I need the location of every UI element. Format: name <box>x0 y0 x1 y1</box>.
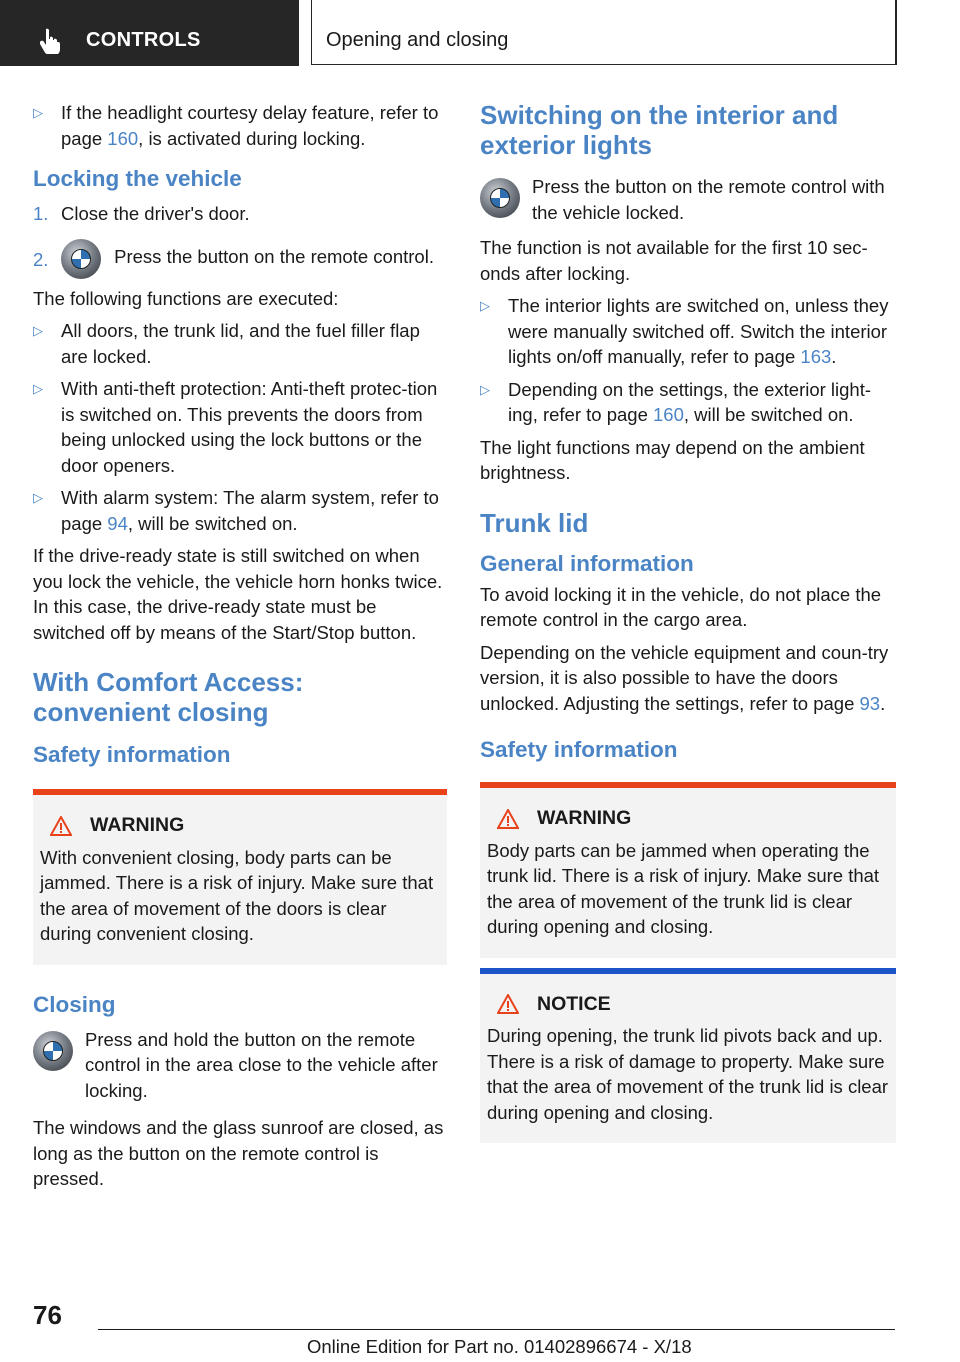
step-number: 1. <box>33 203 49 224</box>
page-number: 76 <box>33 1300 62 1330</box>
list-item <box>480 377 896 428</box>
warning-triangle-icon <box>497 994 519 1014</box>
bullet-text: Depending on the settings, the exterior light‐ing, refer to page <box>508 378 872 425</box>
paragraph <box>33 1027 447 1104</box>
bmw-logo-icon <box>33 1031 73 1071</box>
page-link[interactable]: 93 <box>859 692 881 714</box>
list-item <box>33 376 447 478</box>
paragraph-text: . <box>880 692 886 714</box>
right-column <box>480 100 896 1143</box>
section-label: CONTROLS <box>86 29 201 51</box>
warning-title <box>487 806 889 832</box>
warning-text: Body parts can be jammed when operating the trunk lid. There is a risk of injury. Make sure that the area of movement of the trunk lid is clear during opening and closing. <box>487 839 880 937</box>
section-heading: Locking the vehicle <box>33 166 242 191</box>
edition-text: Online Edition for Part no. 01402896674 - X/18 <box>307 1336 692 1357</box>
page-link[interactable]: 94 <box>107 512 128 534</box>
list-item <box>33 100 447 151</box>
bullet-text: With alarm system: The alarm system, refer to page <box>61 487 439 534</box>
warning-box <box>480 782 896 958</box>
notice-label: NOTICE <box>537 992 611 1015</box>
notice-title <box>487 992 889 1018</box>
list-item <box>33 239 447 279</box>
chapter-title: Opening and closing <box>326 29 509 51</box>
paragraph-text: Depending on the vehicle equipment and coun‐try version, it is also possible to have the doors unlocked. Adjusting the settings, refer to page <box>480 641 889 714</box>
warning-text: With convenient closing, body parts can be jammed. There is a risk of injury. Make sure that the area of movement of the doors is clear during convenient closing. <box>40 846 434 944</box>
triangle-bullet-icon: ▷ <box>33 323 43 338</box>
list-item <box>33 318 447 369</box>
subsection-heading: General information <box>480 550 694 576</box>
list-item <box>480 293 896 370</box>
section-heading: Trunk lid <box>480 507 589 538</box>
left-column <box>33 100 447 1199</box>
section-tab <box>0 0 299 66</box>
notice-text: During opening, the trunk lid pivots back and up. There is a risk of damage to property. Make sure that the area of movement of the trunk lid is clear during opening and closing. <box>487 1025 889 1123</box>
paragraph-text: Press and hold the button on the remote control in the area close to the vehicle after locking. <box>85 1028 438 1101</box>
bullet-text: The interior lights are switched on, unless they were manually switched off. Switch the interior lights on/off manually, refer to page <box>508 295 889 367</box>
bullet-text: , will be switched on. <box>127 512 298 534</box>
bullet-text: , is activated during locking. <box>138 127 366 149</box>
bullet-text: With anti-theft protection: Anti-theft protec‐tion is switched on. This prevents the doors from being unlocked using the lock buttons or the door openers. <box>61 378 438 476</box>
warning-label: WARNING <box>90 814 185 836</box>
bullet-text: . <box>831 346 837 367</box>
subsection-heading: Safety information <box>33 742 231 767</box>
paragraph: The windows and the glass sunroof are closed, as long as the button on the remote control is pressed. <box>33 1117 444 1189</box>
list-item <box>33 201 447 227</box>
warning-label: WARNING <box>537 807 632 829</box>
page-link[interactable]: 163 <box>800 346 832 367</box>
bullet-text: All doors, the trunk lid, and the fuel filler flap are locked. <box>61 320 420 367</box>
bullet-text: If the headlight courtesy delay feature, refer to page <box>61 102 439 149</box>
bmw-logo-icon <box>61 239 101 279</box>
footer-divider <box>98 1329 895 1330</box>
subsection-heading: Safety information <box>480 737 678 762</box>
step-number: 2. <box>33 248 49 270</box>
step-text: Press the button on the remote control. <box>114 246 434 268</box>
paragraph <box>480 174 896 225</box>
paragraph: To avoid locking it in the vehicle, do not place the remote control in the cargo area. <box>480 583 882 630</box>
warning-title <box>40 813 440 839</box>
warning-triangle-icon <box>50 816 72 836</box>
paragraph-text: Press the button on the remote control with the vehicle locked. <box>532 176 885 223</box>
triangle-bullet-icon: ▷ <box>33 490 43 505</box>
page-link[interactable]: 160 <box>653 404 684 425</box>
page-link[interactable]: 160 <box>107 127 139 149</box>
step-text: Close the driver's door. <box>61 203 250 224</box>
bmw-logo-icon <box>480 178 520 218</box>
triangle-bullet-icon: ▷ <box>480 298 490 313</box>
warning-triangle-icon <box>497 809 519 829</box>
paragraph: The light functions may depend on the ambient brightness. <box>480 436 865 483</box>
section-heading: Switching on the interior and exterior lights <box>480 100 839 160</box>
paragraph: The following functions are executed: <box>33 287 339 309</box>
bullet-text: , will be switched on. <box>683 404 854 425</box>
warning-box <box>33 789 447 965</box>
paragraph: If the drive-ready state is still switched on when you lock the vehicle, the vehicle horn honks twice. In this case, the drive-ready state must be switched off by means of the Start/Stop button. <box>33 545 443 643</box>
triangle-bullet-icon: ▷ <box>480 381 490 397</box>
notice-box <box>480 968 896 1144</box>
hand-icon <box>40 28 62 54</box>
triangle-bullet-icon: ▷ <box>33 105 43 120</box>
list-item <box>33 485 447 536</box>
paragraph: The function is not available for the first 10 sec‐onds after locking. <box>480 237 868 284</box>
page-header <box>0 0 960 66</box>
chapter-box <box>311 0 897 65</box>
paragraph <box>480 640 896 717</box>
triangle-bullet-icon: ▷ <box>33 381 43 396</box>
section-heading: With Comfort Access: convenient closing <box>33 667 304 727</box>
section-heading: Closing <box>33 991 116 1017</box>
